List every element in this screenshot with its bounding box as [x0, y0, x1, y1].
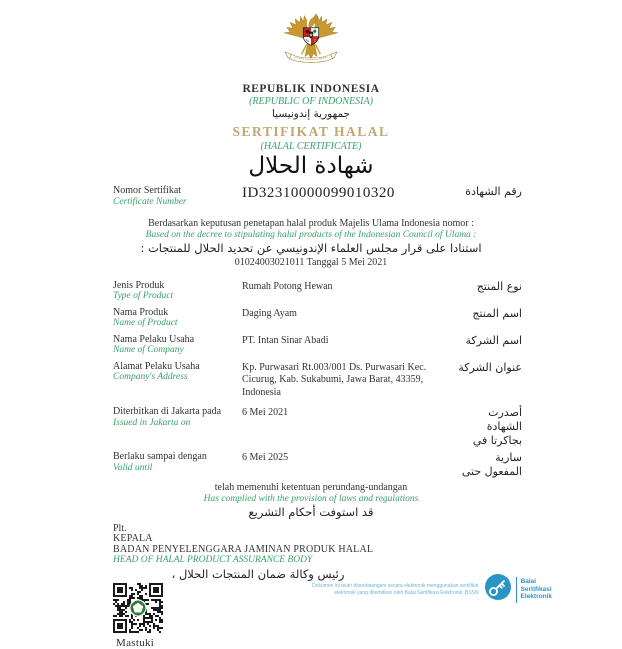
country-name: REPUBLIK INDONESIA	[242, 83, 380, 95]
field-row-type-of-product	[113, 280, 522, 304]
date-fields	[0, 406, 622, 479]
certificate-title: SERTIFIKAT HALAL	[232, 124, 390, 139]
bsre-divider	[516, 577, 517, 603]
decree-line-en: Based on the decree to stipulating halal products of the Indonesian Council of Ulama :	[145, 229, 477, 240]
signer-title-line1: KEPALA	[113, 533, 153, 545]
bsre-logo	[484, 573, 552, 606]
field-label-ar: أصدرت الشهادة بجاكرتا في	[472, 406, 522, 448]
bsre-label-line2: Sertifikasi	[520, 585, 552, 593]
qr-code	[113, 583, 163, 633]
field-label-ar: نوع المنتج	[476, 279, 522, 293]
field-value: Kp. Purwasari Rt.003/001 Ds. Purwasari Kec. Cicurug, Kab. Sukabumi, Jawa Barat, 43359, Indonesia	[242, 361, 427, 398]
compliance-line-en: Has complied with the provision of laws and regulations	[203, 494, 419, 505]
decree-line-id: Berdasarkan keputusan penetapan halal produk Majelis Ulama Indonesia nomor :	[148, 217, 474, 229]
field-label-en: Name of Company	[113, 345, 184, 356]
field-label-id: Jenis Produk	[113, 279, 165, 291]
certificate-title-en: (HALAL CERTIFICATE)	[260, 141, 362, 152]
field-label-en: Name of Product	[113, 318, 178, 329]
field-label-ar: اسم المنتج	[472, 306, 522, 320]
signer-title-ar: رئيس وكالة ضمان المنتجات الحلال ،	[171, 566, 345, 581]
certnum-label-ar: رقم الشهادة	[465, 185, 522, 199]
electronic-signature-disclaimer	[312, 583, 479, 597]
field-label-en: Issued in Jakarta on	[113, 417, 191, 428]
signer-title-en: HEAD OF HALAL PRODUCT ASSURANCE BODY	[113, 555, 313, 566]
field-row-valid-until	[113, 451, 522, 479]
field-row-issued-date	[113, 406, 522, 448]
field-row-company-address	[113, 361, 522, 400]
field-value: 6 Mei 2021	[242, 407, 289, 419]
footer	[312, 573, 552, 606]
field-label-ar: اسم الشركة	[465, 333, 522, 347]
field-row-name-of-product	[113, 307, 522, 331]
certificate-title-ar: شهادة الحلال	[248, 153, 374, 179]
compliance-block	[0, 482, 622, 520]
compliance-line-ar: قد استوفت أحكام التشريع	[248, 505, 374, 520]
country-name-en: (REPUBLIC OF INDONESIA)	[249, 96, 373, 107]
certificate-number-value: ID32310000099010320	[242, 185, 395, 202]
decree-line-ar: استنادا على قرار مجلس العلماء الإندونيسي عن تحديد الحلال للمنتجات :	[140, 240, 482, 255]
compliance-line-id: telah memenuhi ketentuan perundang-undangan	[214, 482, 408, 494]
field-row-name-of-company	[113, 334, 522, 358]
signer-title-line2: BADAN PENYELENGGARA JAMINAN PRODUK HALAL	[113, 543, 374, 555]
certnum-label-id: Nomor Sertifikat	[113, 185, 182, 197]
bsre-label	[521, 578, 552, 601]
certificate-number-row	[113, 185, 522, 208]
bsre-label-line1: Balai	[520, 578, 537, 586]
field-label-en: Type of Product	[113, 291, 174, 302]
field-value: Rumah Potong Hewan	[242, 280, 333, 292]
signer-plt: Plt.	[113, 523, 127, 535]
certificate-header	[0, 0, 622, 178]
field-label-id: Nama Pelaku Usaha	[113, 333, 195, 345]
certnum-label-en: Certificate Number	[113, 196, 187, 207]
decree-block	[0, 218, 622, 269]
bsre-key-icon	[484, 573, 512, 606]
field-value: Daging Ayam	[242, 307, 297, 319]
field-label-en: Valid until	[113, 462, 153, 473]
field-label-ar: سارية المفعول حتى	[461, 451, 522, 479]
decree-number: 01024003021011 Tanggal 5 Mei 2021	[234, 256, 388, 268]
product-fields	[0, 280, 622, 400]
field-value: PT. Intan Sinar Abadi	[242, 334, 329, 346]
disclaimer-line1: Dokumen ini telah ditandatangani secara elektronik menggunakan sertifikat	[312, 582, 479, 589]
disclaimer-line2: elektronik yang diterbitkan oleh Balai Sertifikasi Elektronik, BSSN	[334, 589, 479, 596]
garuda-pancasila-emblem-icon	[278, 10, 344, 77]
field-label-id: Alamat Pelaku Usaha	[113, 360, 200, 372]
field-label-ar: عنوان الشركة	[458, 360, 522, 374]
field-label-id: Nama Produk	[113, 306, 169, 318]
field-label-id: Berlaku sampai dengan	[113, 451, 207, 463]
country-name-ar: جمهورية إندونيسيا	[271, 108, 351, 120]
bsre-label-line3: Elektronik	[520, 593, 552, 601]
field-label-id: Diterbitkan di Jakarta pada	[113, 406, 222, 418]
field-value: 6 Mei 2025	[242, 452, 289, 464]
field-label-en: Company's Address	[113, 372, 188, 383]
signer-name: Mastuki	[116, 636, 155, 649]
